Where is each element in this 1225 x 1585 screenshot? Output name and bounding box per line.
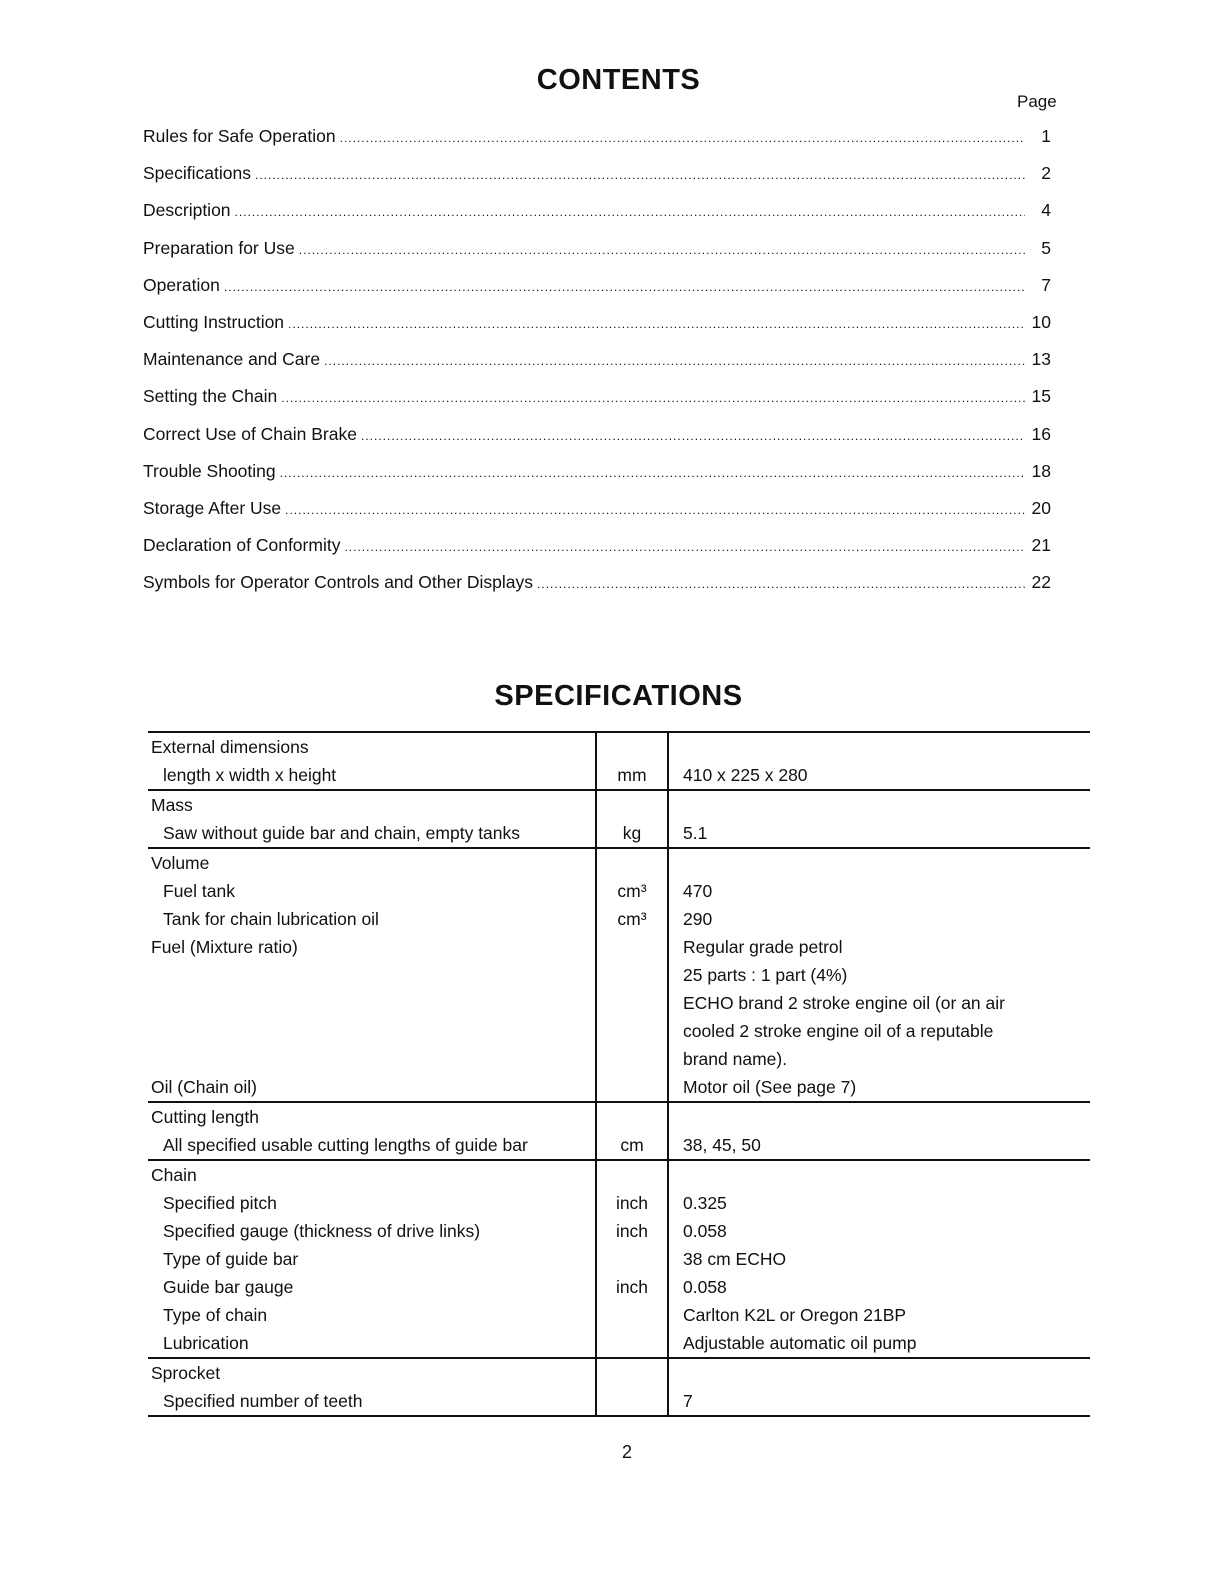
specifications-table — [148, 731, 1090, 1417]
spec-label: External dimensions — [148, 733, 597, 761]
spec-label — [148, 961, 597, 989]
spec-unit — [597, 961, 669, 989]
spec-label: Cutting length — [148, 1103, 597, 1131]
toc-entry-page: 20 — [1031, 497, 1051, 518]
spec-unit: kg — [597, 819, 669, 847]
spec-row — [148, 761, 1090, 789]
spec-unit — [597, 1017, 669, 1045]
spec-value: Carlton K2L or Oregon 21BP — [683, 1305, 907, 1325]
spec-unit — [597, 1073, 669, 1101]
dot-leader — [537, 577, 1025, 591]
spec-row — [148, 1273, 1090, 1301]
spec-group — [148, 1359, 1090, 1417]
toc-entry — [143, 386, 1051, 423]
dot-leader — [285, 503, 1025, 517]
spec-row — [148, 933, 1090, 961]
spec-label: Type of chain — [148, 1301, 597, 1329]
spec-label: Guide bar gauge — [148, 1273, 597, 1301]
spec-unit: inch — [597, 1273, 669, 1301]
spec-unit — [597, 989, 669, 1017]
spec-value: 410 x 225 x 280 — [683, 765, 808, 785]
spec-value: 5.1 — [683, 823, 708, 843]
spec-label — [148, 1045, 597, 1073]
contents-title: CONTENTS — [536, 64, 701, 96]
spec-unit — [597, 849, 669, 877]
spec-unit — [597, 733, 669, 761]
spec-row — [148, 1387, 1090, 1415]
toc-entry-label: Declaration of Conformity — [143, 535, 341, 556]
spec-value: 470 — [683, 881, 713, 901]
dot-leader — [281, 391, 1025, 405]
spec-value: 290 — [683, 909, 713, 929]
page-column-header: Page — [1017, 92, 1057, 111]
toc-entry-label: Storage After Use — [143, 497, 282, 518]
spec-label: All specified usable cutting lengths of guide bar — [148, 1131, 597, 1159]
dot-leader — [224, 280, 1025, 294]
spec-row — [148, 1017, 1090, 1045]
toc-entry-page: 1 — [1041, 126, 1051, 146]
spec-value — [669, 849, 1090, 877]
spec-label: Fuel tank — [148, 877, 597, 905]
spec-unit — [597, 1329, 669, 1357]
spec-unit — [597, 1245, 669, 1273]
table-of-contents — [143, 126, 1051, 609]
spec-unit: inch — [597, 1189, 669, 1217]
spec-group — [148, 1161, 1090, 1359]
spec-value — [669, 733, 1090, 761]
toc-entry-label: Trouble Shooting — [143, 460, 276, 481]
dot-leader — [288, 317, 1025, 331]
spec-label: Type of guide bar — [148, 1245, 597, 1273]
dot-leader — [344, 540, 1025, 554]
dot-leader — [299, 243, 1025, 257]
spec-label: length x width x height — [148, 761, 597, 789]
toc-entry — [143, 535, 1051, 572]
toc-entry-label: Description — [143, 200, 231, 221]
toc-entry-page: 2 — [1041, 163, 1051, 184]
toc-entry-page: 13 — [1031, 349, 1051, 370]
spec-row — [148, 791, 1090, 819]
toc-entry-label: Preparation for Use — [143, 237, 295, 258]
spec-row — [148, 819, 1090, 847]
toc-entry-page: 15 — [1031, 386, 1051, 407]
spec-row — [148, 733, 1090, 761]
toc-entry — [143, 163, 1051, 200]
spec-label: Specified gauge (thickness of drive links) — [148, 1217, 597, 1245]
spec-value: Adjustable automatic oil pump — [683, 1333, 917, 1353]
toc-entry-label: Symbols for Operator Controls and Other Displays — [143, 572, 534, 593]
spec-unit — [597, 1301, 669, 1329]
spec-value: cooled 2 stroke engine oil of a reputable — [683, 1021, 994, 1041]
spec-group — [148, 849, 1090, 1103]
spec-label: Tank for chain lubrication oil — [148, 905, 597, 933]
spec-unit: inch — [597, 1217, 669, 1245]
toc-entry-label: Rules for Safe Operation — [143, 126, 336, 146]
spec-value — [669, 1359, 1090, 1387]
toc-entry-page: 21 — [1031, 535, 1051, 556]
spec-value: 25 parts : 1 part (4%) — [683, 965, 848, 985]
spec-row — [148, 1045, 1090, 1073]
spec-unit — [597, 791, 669, 819]
spec-label: Mass — [148, 791, 597, 819]
toc-entry-page: 5 — [1041, 237, 1051, 258]
spec-label: Sprocket — [148, 1359, 597, 1387]
spec-unit — [597, 1161, 669, 1189]
spec-label: Specified number of teeth — [148, 1387, 597, 1415]
spec-label: Volume — [148, 849, 597, 877]
specifications-title: SPECIFICATIONS — [494, 680, 743, 712]
spec-value: 7 — [683, 1391, 693, 1411]
toc-entry-label: Maintenance and Care — [143, 349, 321, 370]
spec-label: Fuel (Mixture ratio) — [148, 933, 597, 961]
toc-entry — [143, 424, 1051, 461]
toc-entry-page: 18 — [1031, 460, 1051, 481]
toc-entry-page: 4 — [1041, 200, 1051, 221]
spec-row — [148, 877, 1090, 905]
spec-row — [148, 905, 1090, 933]
spec-value — [669, 1103, 1090, 1131]
spec-value: 38, 45, 50 — [683, 1135, 761, 1155]
toc-entry — [143, 349, 1051, 386]
dot-leader — [340, 131, 1025, 145]
spec-row — [148, 1329, 1090, 1357]
spec-value: 0.058 — [683, 1221, 727, 1241]
spec-value: 0.058 — [683, 1277, 727, 1297]
spec-unit: cm³ — [597, 877, 669, 905]
dot-leader — [255, 168, 1025, 182]
toc-entry-page: 7 — [1041, 274, 1051, 295]
spec-value — [669, 1161, 1090, 1189]
dot-leader — [361, 429, 1025, 443]
toc-entry — [143, 126, 1051, 163]
toc-entry — [143, 572, 1051, 609]
toc-entry — [143, 461, 1051, 498]
spec-value: Regular grade petrol — [683, 937, 843, 957]
spec-value: brand name). — [683, 1049, 788, 1069]
spec-row — [148, 1103, 1090, 1131]
spec-unit — [597, 1359, 669, 1387]
toc-entry-label: Correct Use of Chain Brake — [143, 423, 357, 444]
spec-row — [148, 1301, 1090, 1329]
dot-leader — [235, 205, 1025, 219]
spec-label: Chain — [148, 1161, 597, 1189]
spec-label: Saw without guide bar and chain, empty tanks — [148, 819, 597, 847]
spec-row — [148, 1161, 1090, 1189]
spec-row — [148, 961, 1090, 989]
spec-value — [669, 791, 1090, 819]
spec-row — [148, 1245, 1090, 1273]
spec-row — [148, 1359, 1090, 1387]
spec-unit — [597, 1045, 669, 1073]
dot-leader — [280, 466, 1025, 480]
spec-row — [148, 1189, 1090, 1217]
spec-value: Motor oil (See page 7) — [683, 1077, 857, 1097]
spec-unit: cm³ — [597, 905, 669, 933]
spec-unit: cm — [597, 1131, 669, 1159]
toc-entry — [143, 312, 1051, 349]
dot-leader — [324, 354, 1025, 368]
spec-label: Oil (Chain oil) — [148, 1073, 597, 1101]
spec-row — [148, 849, 1090, 877]
spec-row — [148, 1073, 1090, 1101]
spec-label — [148, 1017, 597, 1045]
spec-label — [148, 989, 597, 1017]
toc-entry-page: 16 — [1031, 423, 1051, 444]
spec-unit — [597, 933, 669, 961]
spec-value: 38 cm ECHO — [683, 1249, 787, 1269]
spec-row — [148, 1217, 1090, 1245]
toc-entry — [143, 238, 1051, 275]
toc-entry-label: Specifications — [143, 163, 251, 184]
spec-row — [148, 1131, 1090, 1159]
toc-entry-label: Operation — [143, 274, 220, 295]
spec-label: Specified pitch — [148, 1189, 597, 1217]
toc-entry — [143, 275, 1051, 312]
toc-entry-label: Cutting Instruction — [143, 311, 285, 332]
toc-entry — [143, 498, 1051, 535]
spec-group — [148, 1103, 1090, 1161]
spec-unit — [597, 1387, 669, 1415]
spec-unit — [597, 1103, 669, 1131]
page-number: 2 — [622, 1442, 633, 1462]
toc-entry-page: 10 — [1031, 311, 1051, 332]
toc-entry-label: Setting the Chain — [143, 386, 278, 407]
toc-entry-page: 22 — [1031, 572, 1051, 593]
spec-group — [148, 733, 1090, 791]
spec-value: 0.325 — [683, 1193, 727, 1213]
spec-row — [148, 989, 1090, 1017]
spec-group — [148, 791, 1090, 849]
spec-value: ECHO brand 2 stroke engine oil (or an air — [683, 993, 1005, 1013]
spec-label: Lubrication — [148, 1329, 597, 1357]
spec-unit: mm — [597, 761, 669, 789]
toc-entry — [143, 200, 1051, 237]
